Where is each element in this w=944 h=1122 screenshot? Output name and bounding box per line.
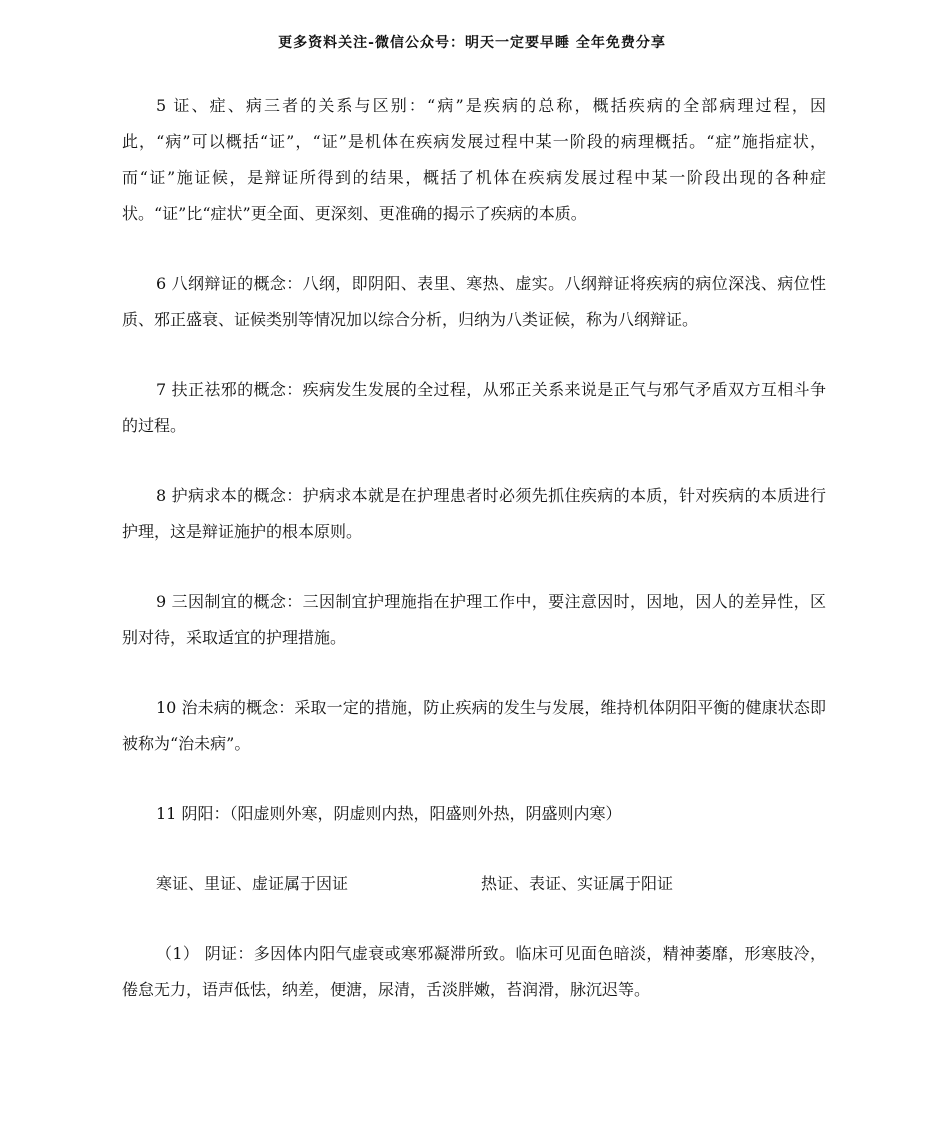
paragraph-7-support-righteous: 7 扶正祛邪的概念：疾病发生发展的全过程，从邪正关系来说是正气与邪气矛盾双方互相斗争的过程。 [122, 380, 826, 435]
yin-syndromes-label: 寒证、里证、虚证属于因证 [156, 874, 349, 893]
paragraph-6-eight-principles: 6 八纲辩证的概念：八纲，即阴阳、表里、寒热、虚实。八纲辩证将疾病的病位深浅、病位性质、邪正盛衰、证候类别等情况加以综合分析，归纳为八类证候，称为八纲辩证。 [122, 274, 826, 329]
paragraph-11-yin-yang: 11 阴阳：（阳虚则外寒，阴虚则内热，阳盛则外热，阴盛则内寒） [156, 804, 622, 823]
yin-yang-classification [122, 866, 826, 902]
paragraph-10-preventive: 10 治未病的概念：采取一定的措施，防止疾病的发生与发展，维持机体阴阳平衡的健康状态即被称为“治未病”。 [122, 698, 826, 753]
paragraph-8-treat-root: 8 护病求本的概念：护病求本就是在护理患者时必须先抓住疾病的本质，针对疾病的本质进行护理，这是辩证施护的根本原则。 [122, 486, 826, 541]
page-header: 更多资料关注-微信公众号：明天一定要早睡 全年免费分享 [278, 35, 666, 51]
paragraph-yin-syndrome: （1） 阴证：多因体内阳气虚衰或寒邪凝滞所致。临床可见面色暗淡，精神萎靡，形寒肢冷，倦怠无力，语声低怯，纳差，便溏，尿清，舌淡胖嫩，苔润滑，脉沉迟等。 [122, 944, 826, 999]
paragraph-9-three-factors: 9 三因制宜的概念：三因制宜护理施指在护理工作中，要注意因时，因地，因人的差异性，区别对待，采取适宜的护理措施。 [122, 592, 826, 647]
yang-syndromes-label: 热证、表证、实证属于阳证 [481, 874, 674, 893]
paragraph-5-syndrome-disease: 5 证、症、病三者的关系与区别：“病”是疾病的总称，概括疾病的全部病理过程，因此，“病”可以概括“证”，“证”是机体在疾病发展过程中某一阶段的病理概括。“症”施指症状，而“证”施证候，是辩证所得到的结果，概括了机体在疾病发展过程中某一阶段出现的各种症状。“证”比“症状”更全面、更深刻、更准确的揭示了疾病的本质。 [122, 96, 826, 223]
document-body [122, 88, 826, 1042]
